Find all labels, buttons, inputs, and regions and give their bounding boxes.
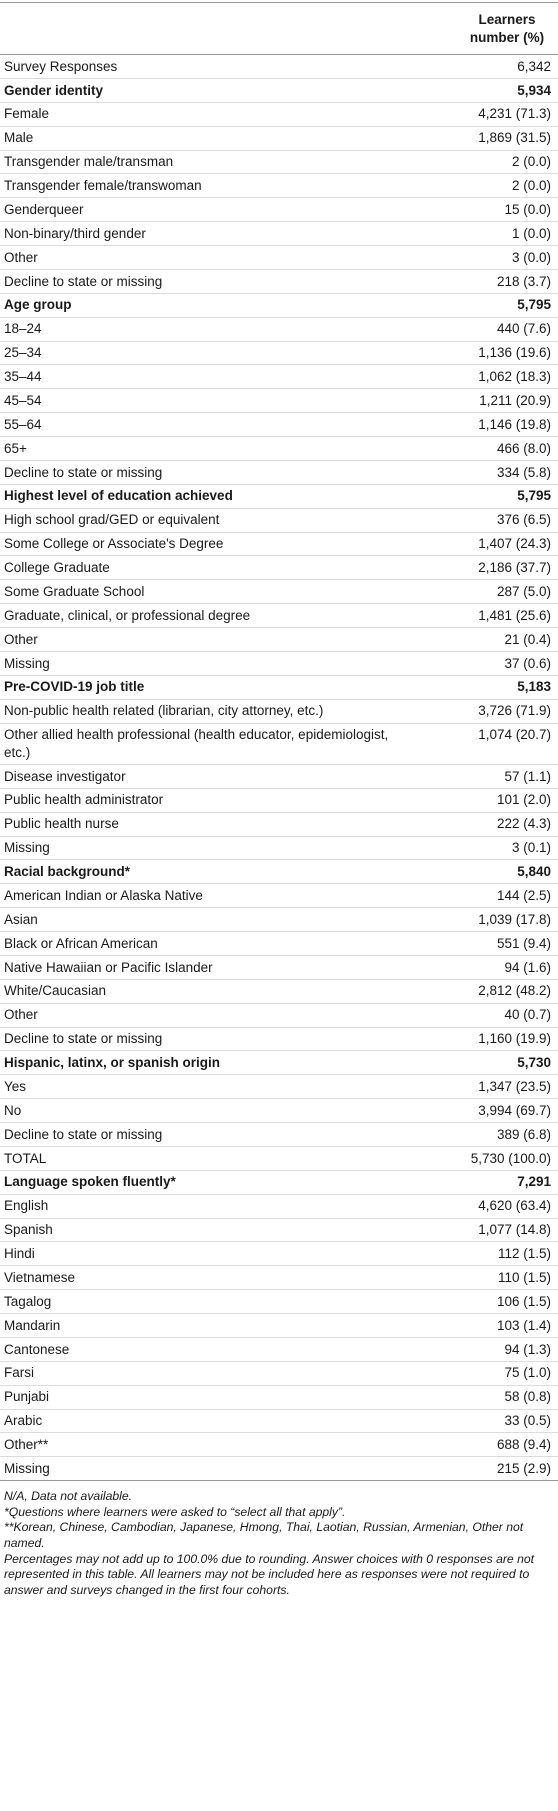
row-value: 688 (9.4)	[418, 1433, 558, 1457]
table-row	[0, 651, 558, 675]
table-row	[0, 1337, 558, 1361]
row-value: 4,620 (63.4)	[418, 1194, 558, 1218]
row-label: Decline to state or missing	[0, 1123, 418, 1147]
row-label: American Indian or Alaska Native	[0, 884, 418, 908]
row-label: Farsi	[0, 1361, 418, 1385]
row-label: Missing	[0, 651, 418, 675]
row-label: Some Graduate School	[0, 580, 418, 604]
row-value: 1,136 (19.6)	[418, 341, 558, 365]
row-label: Survey Responses	[0, 55, 418, 79]
table-row	[0, 932, 558, 956]
row-label: Missing	[0, 1457, 418, 1481]
row-value: 1,869 (31.5)	[418, 126, 558, 150]
row-label: Non-binary/third gender	[0, 222, 418, 246]
row-label: Black or African American	[0, 932, 418, 956]
table-row	[0, 580, 558, 604]
section-header-row	[0, 293, 558, 317]
table-row	[0, 437, 558, 461]
row-label: Transgender female/transwoman	[0, 174, 418, 198]
row-label: 18–24	[0, 317, 418, 341]
table-row	[0, 246, 558, 270]
table-row	[0, 1123, 558, 1147]
learner-demographics-table	[0, 2, 558, 1481]
row-value: 334 (5.8)	[418, 460, 558, 484]
row-label: College Graduate	[0, 556, 418, 580]
row-value: 3 (0.1)	[418, 836, 558, 860]
row-label: Graduate, clinical, or professional degree	[0, 604, 418, 628]
row-label: 45–54	[0, 389, 418, 413]
row-value: 1,211 (20.9)	[418, 389, 558, 413]
row-label: Gender identity	[0, 78, 418, 102]
row-value: 3,994 (69.7)	[418, 1099, 558, 1123]
row-value: 5,795	[418, 293, 558, 317]
row-value: 21 (0.4)	[418, 628, 558, 652]
section-header-row	[0, 675, 558, 699]
row-label: Yes	[0, 1075, 418, 1099]
row-value: 5,840	[418, 860, 558, 884]
table-row	[0, 269, 558, 293]
table-row	[0, 389, 558, 413]
row-label: TOTAL	[0, 1146, 418, 1170]
row-label: No	[0, 1099, 418, 1123]
row-label: Language spoken fluently*	[0, 1170, 418, 1194]
table-row	[0, 341, 558, 365]
row-value: 287 (5.0)	[418, 580, 558, 604]
row-label: Missing	[0, 836, 418, 860]
row-label: Transgender male/transman	[0, 150, 418, 174]
table-row	[0, 150, 558, 174]
table-row	[0, 1146, 558, 1170]
row-label: Decline to state or missing	[0, 460, 418, 484]
table-row	[0, 908, 558, 932]
section-header-row	[0, 484, 558, 508]
row-label: English	[0, 1194, 418, 1218]
row-label: Female	[0, 102, 418, 126]
table-row	[0, 1290, 558, 1314]
row-value: 94 (1.3)	[418, 1337, 558, 1361]
row-value: 75 (1.0)	[418, 1361, 558, 1385]
row-value: 440 (7.6)	[418, 317, 558, 341]
row-label: Genderqueer	[0, 198, 418, 222]
row-value: 2,186 (37.7)	[418, 556, 558, 580]
row-value: 6,342	[418, 55, 558, 79]
row-value: 103 (1.4)	[418, 1314, 558, 1338]
row-label: Public health nurse	[0, 812, 418, 836]
section-header-row	[0, 1170, 558, 1194]
table-row	[0, 812, 558, 836]
table-row	[0, 723, 558, 764]
table-row	[0, 884, 558, 908]
table-row	[0, 102, 558, 126]
row-label: Male	[0, 126, 418, 150]
table-row	[0, 628, 558, 652]
table-row	[0, 1457, 558, 1481]
row-value: 3 (0.0)	[418, 246, 558, 270]
table-row	[0, 1266, 558, 1290]
row-value: 1,039 (17.8)	[418, 908, 558, 932]
table-row	[0, 532, 558, 556]
row-value: 5,730 (100.0)	[418, 1146, 558, 1170]
row-value: 112 (1.5)	[418, 1242, 558, 1266]
table-row	[0, 764, 558, 788]
row-label: 35–44	[0, 365, 418, 389]
row-value: 218 (3.7)	[418, 269, 558, 293]
row-label: Racial background*	[0, 860, 418, 884]
row-label: Other allied health professional (health educator, epidemiologist, etc.)	[0, 723, 418, 764]
row-value: 1,481 (25.6)	[418, 604, 558, 628]
table-row	[0, 699, 558, 723]
row-label: Other	[0, 246, 418, 270]
table-row	[0, 55, 558, 79]
row-label: Age group	[0, 293, 418, 317]
row-label: Disease investigator	[0, 764, 418, 788]
table-row	[0, 1099, 558, 1123]
table-row	[0, 836, 558, 860]
row-value: 466 (8.0)	[418, 437, 558, 461]
header-category	[0, 3, 418, 55]
row-value: 1,077 (14.8)	[418, 1218, 558, 1242]
table-row	[0, 1242, 558, 1266]
table-row	[0, 317, 558, 341]
row-value: 5,934	[418, 78, 558, 102]
row-label: Vietnamese	[0, 1266, 418, 1290]
row-value: 215 (2.9)	[418, 1457, 558, 1481]
row-label: Hindi	[0, 1242, 418, 1266]
row-value: 5,730	[418, 1051, 558, 1075]
table-row	[0, 1194, 558, 1218]
row-label: Some College or Associate's Degree	[0, 532, 418, 556]
row-value: 1,347 (23.5)	[418, 1075, 558, 1099]
row-value: 106 (1.5)	[418, 1290, 558, 1314]
table-row	[0, 460, 558, 484]
table-footnotes	[0, 1481, 558, 1598]
row-label: Other	[0, 628, 418, 652]
table-row	[0, 126, 558, 150]
row-value: 40 (0.7)	[418, 1003, 558, 1027]
row-label: High school grad/GED or equivalent	[0, 508, 418, 532]
row-label: White/Caucasian	[0, 979, 418, 1003]
footnote: N/A, Data not available.	[4, 1489, 133, 1504]
header-learners-number-label: Learners number (%)	[469, 12, 545, 45]
table-row	[0, 1361, 558, 1385]
row-label: Mandarin	[0, 1314, 418, 1338]
row-label: Tagalog	[0, 1290, 418, 1314]
table-body	[0, 55, 558, 1481]
table-row	[0, 1075, 558, 1099]
footnote: Percentages may not add up to 100.0% due to rounding. Answer choices with 0 responses are not represented in this table. All learners may not be included here as responses were not required to answer and surveys changed in the first four cohorts.	[4, 1551, 535, 1597]
row-label: Public health administrator	[0, 788, 418, 812]
section-header-row	[0, 860, 558, 884]
row-label: Spanish	[0, 1218, 418, 1242]
row-label: Decline to state or missing	[0, 269, 418, 293]
row-label: Hispanic, latinx, or spanish origin	[0, 1051, 418, 1075]
row-label: Highest level of education achieved	[0, 484, 418, 508]
table-row	[0, 1409, 558, 1433]
row-value: 15 (0.0)	[418, 198, 558, 222]
table-row	[0, 1027, 558, 1051]
table-row	[0, 365, 558, 389]
table-row	[0, 604, 558, 628]
row-label: Native Hawaiian or Pacific Islander	[0, 955, 418, 979]
row-value: 222 (4.3)	[418, 812, 558, 836]
header-learners-number	[418, 3, 558, 55]
row-label: Punjabi	[0, 1385, 418, 1409]
row-value: 94 (1.6)	[418, 955, 558, 979]
section-header-row	[0, 78, 558, 102]
table-row	[0, 979, 558, 1003]
row-label: 65+	[0, 437, 418, 461]
row-label: 55–64	[0, 413, 418, 437]
table-row	[0, 1003, 558, 1027]
table-row	[0, 174, 558, 198]
table-row	[0, 788, 558, 812]
row-label: Asian	[0, 908, 418, 932]
row-label: 25–34	[0, 341, 418, 365]
row-label: Pre-COVID-19 job title	[0, 675, 418, 699]
row-value: 3,726 (71.9)	[418, 699, 558, 723]
footnote: *Questions where learners were asked to “select all that apply”.	[4, 1504, 346, 1519]
row-value: 5,183	[418, 675, 558, 699]
table-header-row	[0, 3, 558, 55]
section-header-row	[0, 1051, 558, 1075]
row-value: 2,812 (48.2)	[418, 979, 558, 1003]
row-value: 58 (0.8)	[418, 1385, 558, 1409]
row-value: 1,160 (19.9)	[418, 1027, 558, 1051]
row-value: 1 (0.0)	[418, 222, 558, 246]
row-value: 33 (0.5)	[418, 1409, 558, 1433]
row-value: 2 (0.0)	[418, 150, 558, 174]
row-value: 1,407 (24.3)	[418, 532, 558, 556]
footnote: **Korean, Chinese, Cambodian, Japanese, Hmong, Thai, Laotian, Russian, Armenian, Other not named.	[4, 1520, 524, 1550]
table-row	[0, 198, 558, 222]
row-value: 551 (9.4)	[418, 932, 558, 956]
row-value: 5,795	[418, 484, 558, 508]
row-label: Decline to state or missing	[0, 1027, 418, 1051]
table-row	[0, 413, 558, 437]
row-value: 4,231 (71.3)	[418, 102, 558, 126]
row-label: Arabic	[0, 1409, 418, 1433]
table-row	[0, 508, 558, 532]
row-value: 1,074 (20.7)	[418, 723, 558, 764]
row-value: 7,291	[418, 1170, 558, 1194]
table-row	[0, 1218, 558, 1242]
row-value: 144 (2.5)	[418, 884, 558, 908]
row-value: 2 (0.0)	[418, 174, 558, 198]
row-value: 37 (0.6)	[418, 651, 558, 675]
row-value: 1,062 (18.3)	[418, 365, 558, 389]
row-value: 101 (2.0)	[418, 788, 558, 812]
row-value: 376 (6.5)	[418, 508, 558, 532]
table-row	[0, 1314, 558, 1338]
table-row	[0, 1385, 558, 1409]
row-value: 57 (1.1)	[418, 764, 558, 788]
table-row	[0, 955, 558, 979]
row-value: 389 (6.8)	[418, 1123, 558, 1147]
row-value: 110 (1.5)	[418, 1266, 558, 1290]
row-label: Other	[0, 1003, 418, 1027]
row-label: Non-public health related (librarian, city attorney, etc.)	[0, 699, 418, 723]
row-value: 1,146 (19.8)	[418, 413, 558, 437]
table-row	[0, 556, 558, 580]
row-label: Cantonese	[0, 1337, 418, 1361]
table-row	[0, 222, 558, 246]
table-row	[0, 1433, 558, 1457]
row-label: Other**	[0, 1433, 418, 1457]
